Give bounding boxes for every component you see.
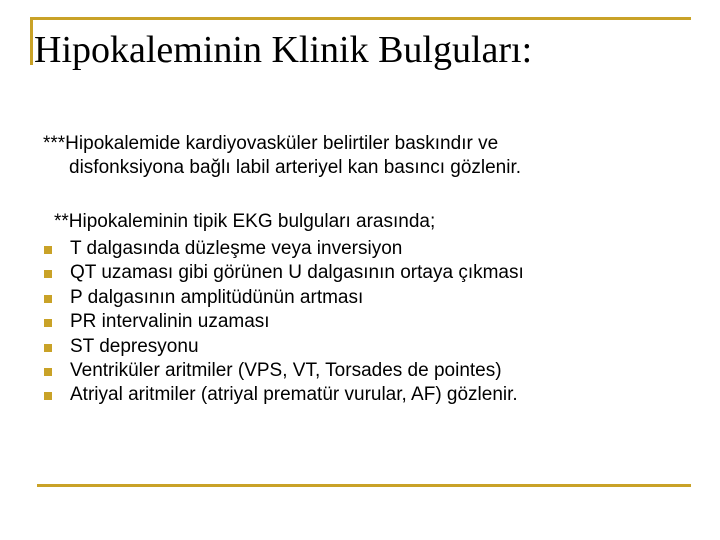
intro-line-1: ***Hipokalemide kardiyovasküler belirtiler baskındır ve [43, 133, 499, 154]
list-item [43, 335, 524, 359]
list-item-text: QT uzaması gibi görünen U dalgasının ortaya çıkması [70, 262, 524, 284]
list-item-text: Atriyal aritmiler (atriyal prematür vurular, AF) gözlenir. [70, 384, 518, 406]
square-bullet-icon [44, 319, 52, 327]
list-item-text: PR intervalinin uzaması [70, 311, 270, 333]
ekg-findings-list [43, 237, 524, 408]
square-bullet-icon [44, 295, 52, 303]
list-item-text: ST depresyonu [70, 335, 199, 357]
slide-title: Hipokaleminin Klinik Bulguları: [34, 29, 533, 71]
square-bullet-icon [44, 368, 52, 376]
footer-divider [37, 484, 691, 487]
list-item [43, 237, 524, 261]
list-item [43, 359, 524, 383]
title-frame-top-border [30, 17, 691, 20]
list-item [43, 310, 524, 334]
intro-line-2: disfonksiyona bağlı labil arteriyel kan basıncı gözlenir. [69, 157, 522, 178]
square-bullet-icon [44, 392, 52, 400]
square-bullet-icon [44, 344, 52, 352]
list-item [43, 261, 524, 285]
title-frame-left-border [30, 17, 33, 65]
list-item [43, 383, 524, 407]
square-bullet-icon [44, 246, 52, 254]
list-item-text: T dalgasında düzleşme veya inversiyon [70, 238, 403, 259]
ekg-findings-lead: **Hipokaleminin tipik EKG bulguları arasında; [54, 211, 436, 232]
square-bullet-icon [44, 270, 52, 278]
list-item-text: P dalgasının amplitüdünün artması [70, 286, 364, 308]
list-item-text: Ventriküler aritmiler (VPS, VT, Torsades de pointes) [70, 360, 502, 382]
list-item [43, 286, 524, 310]
intro-paragraph [43, 132, 663, 180]
